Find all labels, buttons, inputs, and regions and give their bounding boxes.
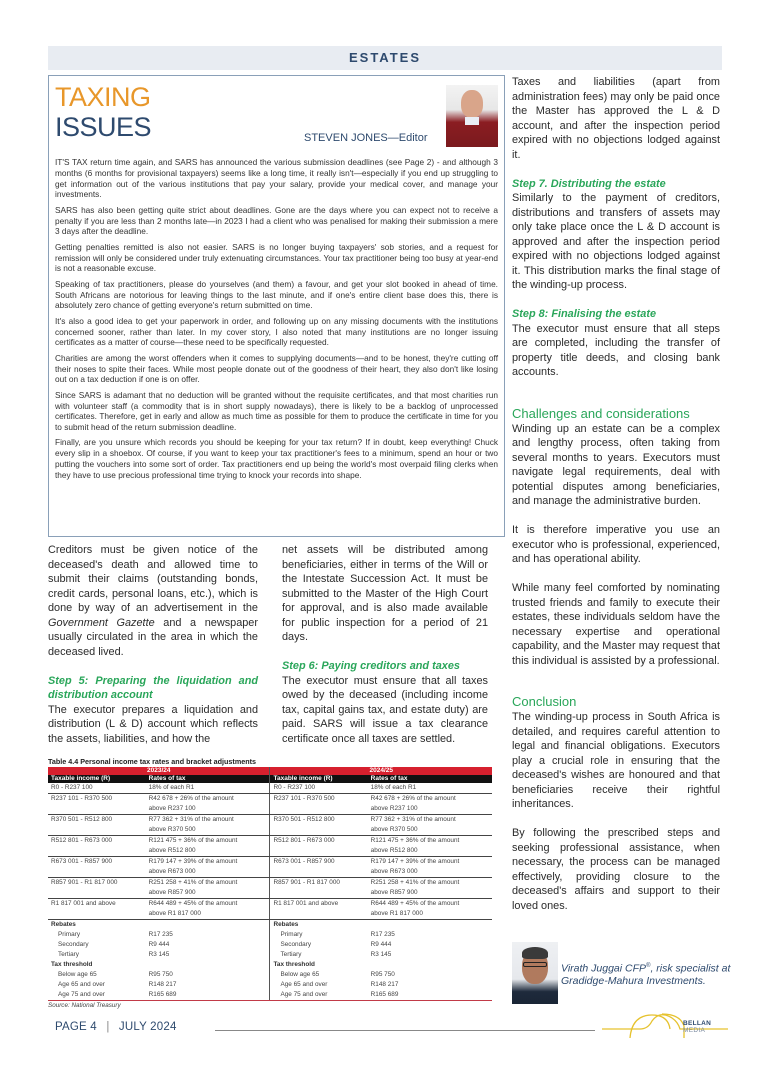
value-cell: R95 750 (148, 971, 173, 978)
rate-line: 18% of each R1 (370, 784, 417, 791)
brand-light: MEDIA (683, 1027, 706, 1034)
value-cell: R165 689 (146, 990, 270, 1001)
tax-rates-table (48, 767, 492, 1001)
column-header: Taxable income (R) (48, 775, 146, 783)
rate-cell (146, 899, 270, 920)
author-glasses (523, 962, 547, 967)
author-block (512, 942, 752, 1008)
rate-line: R121 475 + 36% of the amount (370, 837, 460, 844)
rate-cell (368, 857, 492, 878)
rate-cell (146, 857, 270, 878)
label-cell: Primary (58, 931, 81, 938)
column-title-issues: ISSUES (55, 112, 152, 142)
step8-body: The executor must ensure that all steps are completed, including the transfer of property title deeds, and closing bank accounts. (512, 322, 720, 378)
rate-line: above R857 900 (148, 889, 196, 896)
taxing-paragraph: IT'S TAX return time again, and SARS has announced the various submission deadlines (see Page 2) - and although 3 months (6 months for provisional taxpayers) seems like a long time, it really isn't—especially if you end up struggling to get information out of the various institutions that pay your salary, provide your medical cover, and manage your investments. (55, 157, 498, 200)
footer-divider (215, 1030, 595, 1031)
step7-body: Similarly to the payment of creditors, distributions and transfers of assets may only take place once the L & D account is approved and after the inspection period expired with no objections lodged against it. This distribution marks the final stage of the winding-up process. (512, 192, 720, 291)
rate-cell (368, 783, 492, 794)
rate-line: R644 489 + 45% of the amount (370, 900, 460, 907)
footer-page-info (55, 1021, 177, 1033)
subheading-cell: Rebates (51, 921, 76, 928)
table-row (48, 980, 492, 990)
rate-cell (146, 815, 270, 836)
author-credit (561, 960, 752, 988)
rate-line: above R673 000 (370, 868, 418, 875)
table-row (48, 836, 492, 857)
label-cell: Age 65 and over (270, 980, 368, 990)
table-body (48, 783, 492, 1001)
value-cell: R165 689 (368, 990, 492, 1001)
income-cell: R857 901 - R1 817 000 (48, 878, 146, 899)
author-hair (522, 947, 548, 959)
table-row (48, 970, 492, 980)
rate-cell (146, 878, 270, 899)
rate-cell (368, 815, 492, 836)
brand-bold: BELLAN (683, 1020, 712, 1027)
author-name: Virath Juggai CFP (561, 962, 647, 975)
rate-line: above R673 000 (148, 868, 196, 875)
bellan-media-logo (600, 1012, 730, 1040)
editor-collar (465, 117, 479, 125)
label-cell: Below age 65 (270, 970, 368, 980)
rate-line: above R237 100 (370, 805, 418, 812)
label-cell: Primary (270, 930, 368, 940)
rate-line: R644 489 + 45% of the amount (148, 900, 238, 907)
label-cell: Below age 65 (58, 971, 97, 978)
empty-cell (146, 960, 270, 970)
value-cell: R17 235 (370, 931, 395, 938)
conclusion-paragraph: By following the prescribed steps and seeking professional assistance, when necessary, the process can be managed effectively, providing closure to the deceased's affairs and support to their loved ones. (512, 827, 720, 912)
column-header: Taxable income (R) (270, 775, 368, 783)
income-cell: R512 801 - R673 000 (48, 836, 146, 857)
rate-line: R251 258 + 41% of the amount (148, 879, 238, 886)
rate-line: R251 258 + 41% of the amount (370, 879, 460, 886)
table-row (48, 899, 492, 920)
label-cell: Secondary (270, 940, 368, 950)
registered-mark: ® (646, 963, 651, 969)
label-cell: Age 75 and over (48, 990, 146, 1001)
creditors-paragraph (48, 543, 258, 659)
step8-heading: Step 8: Finalising the estate (512, 308, 657, 320)
article-column-2 (282, 543, 488, 746)
year-header: 2024/25 (270, 767, 492, 775)
rate-cell (368, 836, 492, 857)
step5-heading: Step 5: Preparing the liquidation and distribution account (48, 674, 258, 701)
income-cell: R512 801 - R673 000 (270, 836, 368, 857)
value-cell: R3 145 (148, 951, 170, 958)
taxing-paragraph: Since SARS is adamant that no deduction will be granted without the requisite certificates, and that most charities run with volunteer staff (a commodity that is in short supply nowadays), there is likely to be a backlog of unprocessed certificates. Therefore, get in early and allow as much time as possible for them to produce the certificate in time for you to submit head of the return submission deadline. (55, 389, 498, 433)
empty-cell (368, 960, 492, 970)
taxing-paragraph: Charities are among the worst offenders when it comes to supplying documents—and to be honest, they're cutting off their noses to spite their faces. While most people donate out of the goodness of their heart, they also don't like losing out on a tax deduction if one is on offer. (55, 352, 498, 385)
article-column-3 (512, 75, 720, 913)
rate-line: above R370 500 (148, 826, 196, 833)
rate-line: above R1 817 000 (370, 910, 423, 917)
label-cell: Tertiary (270, 950, 368, 960)
step6-body: The executor must ensure that all taxes owed by the deceased (including income tax, capital gains tax, and estate duty) are paid. SARS will issue a tax clearance certificate once all taxes are settled. (282, 674, 488, 745)
editor-photo (446, 85, 498, 147)
rate-line: above R237 100 (148, 805, 196, 812)
subheading-cell: Rebates (270, 920, 368, 931)
value-cell: R148 217 (370, 981, 399, 988)
income-cell: R0 - R237 100 (270, 783, 368, 794)
income-cell: R0 - R237 100 (48, 783, 146, 794)
year-header: 2023/24 (48, 767, 270, 775)
table-subheading-row (48, 960, 492, 970)
author-photo (512, 942, 558, 1004)
rate-line: R77 362 + 31% of the amount (370, 816, 456, 823)
conclusion-heading: Conclusion (512, 694, 577, 709)
taxing-paragraph: Getting penalties remitted is also not easier. SARS is no longer buying taxpayers' sob stories, and a request for remission will only be considered under truly extenuating circumstances. Your tax practitioner being too busy at year-end is not a reasonable excuse. (55, 241, 498, 274)
article-column-1 (48, 543, 258, 746)
table-row (48, 930, 492, 940)
table-title: Table 4.4 Personal income tax rates and bracket adjustments (48, 757, 256, 766)
taxing-issues-box (48, 75, 505, 537)
rate-line: R179 147 + 39% of the amount (370, 858, 460, 865)
income-cell: R370 501 - R512 800 (270, 815, 368, 836)
rate-line: above R512 800 (148, 847, 196, 854)
footer-separator: | (106, 1021, 110, 1033)
rate-line: R121 475 + 36% of the amount (148, 837, 238, 844)
label-cell: Age 75 and over (270, 990, 368, 1001)
label-cell: Age 65 and over (58, 981, 105, 988)
brand-text (683, 1020, 730, 1034)
subheading-cell: Tax threshold (51, 961, 93, 968)
rate-cell (146, 794, 270, 815)
table-source: Source: National Treasury (48, 1002, 121, 1009)
income-cell: R1 817 001 and above (270, 899, 368, 920)
step5-body: The executor prepares a liquidation and distribution (L & D) account which reflects the assets, liabilities, and how the (48, 703, 258, 745)
conclusion-paragraph: The winding-up process in South Africa is detailed, and requires careful attention to legal and financial obligations. Executors play a crucial role in ensuring that the deceased's wishes are honoured and that beneficiaries receive their rightful inheritances. (512, 711, 720, 810)
challenges-paragraph: While many feel comforted by nominating trusted friends and family to execute their estates, these individuals seldom have the necessary expertise and operational capability, and the Master may request that this individual is assisted by a professional. (512, 582, 720, 667)
value-cell: R148 217 (148, 981, 177, 988)
subheading-cell: Tax threshold (270, 960, 368, 970)
section-header: ESTATES (48, 46, 722, 70)
challenges-heading: Challenges and considerations (512, 405, 690, 421)
rate-cell (368, 878, 492, 899)
rate-line: above R1 817 000 (148, 910, 201, 917)
table-row (48, 857, 492, 878)
income-cell: R1 817 001 and above (48, 899, 146, 920)
step6-heading: Step 6: Paying creditors and taxes (282, 660, 460, 672)
editor-face (461, 90, 483, 118)
table-row (48, 990, 492, 1001)
taxing-issues-body (55, 157, 498, 485)
tax-table-block (48, 757, 492, 1009)
income-cell: R370 501 - R512 800 (48, 815, 146, 836)
value-cell: R17 235 (148, 931, 173, 938)
table-row (48, 783, 492, 794)
table-row (48, 794, 492, 815)
rate-line: R42 678 + 26% of the amount (370, 795, 456, 802)
challenges-paragraph: Winding up an estate can be a complex and lengthy process, often taking from several months to years. Executors must navigate legal requirements, deal with potential disputes among beneficiaries, and manage the administrative burden. (512, 422, 720, 507)
rate-line: R77 362 + 31% of the amount (148, 816, 234, 823)
label-cell: Tertiary (58, 951, 79, 958)
rate-line: 18% of each R1 (148, 784, 195, 791)
value-cell: R9 444 (148, 941, 170, 948)
taxing-paragraph: It's also a good idea to get your paperwork in order, and following up on any missing documents with the institutions concerned sooner, rather than later. In my cover story, I also noted that many institutions are no longer issuing certificates as a matter of course—these need to be specifically requested. (55, 315, 498, 348)
page-number: PAGE 4 (55, 1021, 97, 1033)
table-row (48, 950, 492, 960)
rate-cell (146, 836, 270, 857)
taxes-liabilities-paragraph: Taxes and liabilities (apart from administration fees) may only be paid once the Master has approved the L & D account, and after the inspection period expired with no objections lodged against it. (512, 76, 720, 161)
step7-heading: Step 7. Distributing the estate (512, 177, 666, 190)
issue-date: JULY 2024 (118, 1021, 177, 1033)
income-cell: R857 901 - R1 817 000 (270, 878, 368, 899)
income-cell: R237 101 - R370 500 (48, 794, 146, 815)
taxing-paragraph: SARS has also been getting quite strict about deadlines. Gone are the days where you can expect not to receive a penalty if you are less than 2 months late—in 2023 I had a client who was penalised for making their submission a mere 3 days after the deadline. (55, 204, 498, 237)
table-row (48, 878, 492, 899)
table-row (48, 815, 492, 836)
rate-line: above R512 800 (370, 847, 418, 854)
table-subheading-row (48, 920, 492, 931)
empty-cell (146, 920, 270, 931)
text-run: Creditors must be given notice of the deceased's death and allowed time to submit their claims (outstanding bonds, credit cards, personal loans, etc.), which is done by way of an advertisement in the (48, 544, 258, 614)
rate-line: above R370 500 (370, 826, 418, 833)
rate-cell (146, 783, 270, 794)
column-header: Rates of tax (368, 775, 492, 783)
text-run: and a newspaper usually circulated in the area in which the deceased lived. (48, 616, 258, 658)
taxing-paragraph: Speaking of tax practitioners, please do yourselves (and them) a favour, and get your slot booked in ahead of time. South Africans are notorious for leaving things to the last minute, and if one's entire client base does this, there is absolutely zero chance of getting everyone's return submitted on time. (55, 278, 498, 311)
publication-name: Government Gazette (48, 616, 155, 629)
taxing-paragraph: Finally, are you unsure which records you should be keeping for your tax return? If in doubt, keep everything! Chuck every slip in a shoebox. Of course, if you want to keep your tax practitioner's fees to a minimum, spend an hour or two putting the vouchers into some sort of order. Tax practitioners end up being the world's most overpaid filing clerks when they have to use precious professional time trying to knock your records into shape. (55, 437, 498, 480)
rate-line: above R857 900 (370, 889, 418, 896)
value-cell: R9 444 (370, 941, 392, 948)
column-title-taxing: TAXING (55, 82, 151, 112)
challenges-paragraph: It is therefore imperative you use an executor who is professional, experienced, and has operational ability. (512, 524, 720, 565)
label-cell: Secondary (58, 941, 89, 948)
rate-cell (368, 794, 492, 815)
author-role: , risk specialist at Gradidge-Mahura Investments. (561, 962, 731, 987)
income-cell: R673 001 - R857 900 (48, 857, 146, 878)
lnd-paragraph: net assets will be distributed among beneficiaries, either in terms of the Will or the Intestate Succession Act. It must be submitted to the Master of the High Court for approval, and is also made available for public inspection for a period of 21 days. (282, 544, 488, 643)
income-cell: R673 001 - R857 900 (270, 857, 368, 878)
value-cell: R95 750 (370, 971, 395, 978)
rate-line: R179 147 + 39% of the amount (148, 858, 238, 865)
editor-byline: STEVEN JONES—Editor (304, 132, 428, 144)
table-row (48, 940, 492, 950)
rate-cell (368, 899, 492, 920)
column-header: Rates of tax (146, 775, 270, 783)
income-cell: R237 101 - R370 500 (270, 794, 368, 815)
rate-line: R42 678 + 26% of the amount (148, 795, 234, 802)
value-cell: R3 145 (370, 951, 392, 958)
empty-cell (368, 920, 492, 931)
